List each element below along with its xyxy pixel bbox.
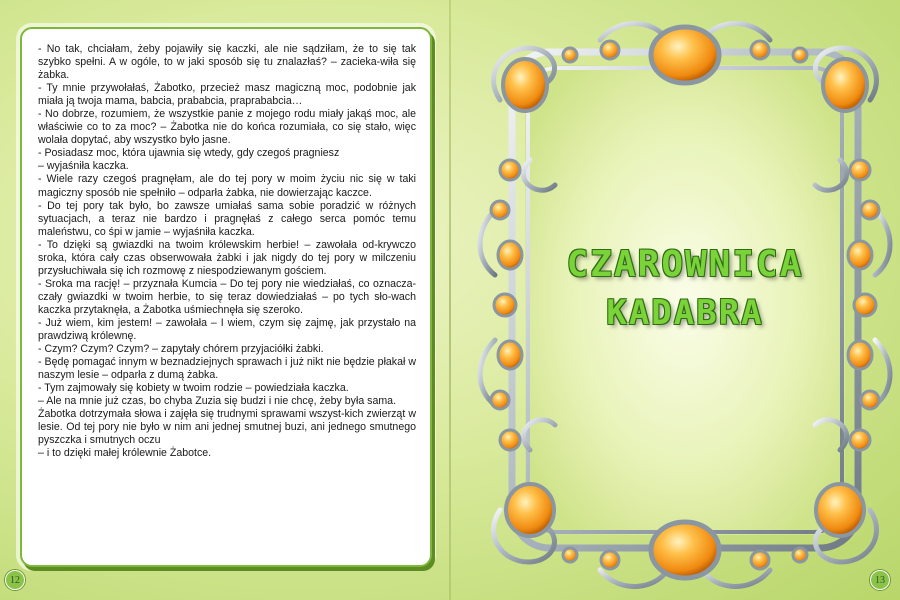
- title-line-2: KADABRA: [606, 293, 764, 333]
- story-paragraph: - Ty mnie przywołałaś, Żabotko, przecież masz magiczną moc, podobnie jak miała ją twoja mama, babcia, prababcia, praprababcia…: [38, 82, 416, 108]
- story-paragraph: - Wiele razy czegoś pragnęłam, ale do tej pory w moim życiu nic się w taki magiczny sposób nie spełniło – odparła żabka, nie dowierzając kaczce.: [38, 173, 416, 199]
- story-text-panel: [20, 27, 432, 567]
- story-paragraph: Żabotka dotrzymała słowa i zajęła się trudnymi sprawami wszyst-kich zwierząt w lesie. Od tej pory nie było w nim ani jednej smutnej buzi, ani jednego smutnego pyszczka i smutnych oczu: [38, 408, 416, 447]
- story-paragraph: - Już wiem, kim jestem! – zawołała – I wiem, czym się zajmę, jak przystało na prawdziwą królewnę.: [38, 316, 416, 343]
- story-paragraph: - Czym? Czym? Czym? – zapytały chórem przyjaciółki żabki.: [38, 343, 324, 356]
- story-paragraph: - Do tej pory tak było, bo zawsze umiałaś sama sobie poradzić w różnych sytuacjach, a teraz nie bardzo i pragnęłaś z całego serca pomóc temu maleństwu, co śpi w jamie – wyjaśniła kaczka.: [38, 199, 416, 238]
- title-line-1: CZAROWNICA: [566, 244, 804, 285]
- story-paragraph: - No tak, chciałam, żeby pojawiły się kaczki, ale nie sądziłam, że to się tak szybko spełni. A w ogóle, to w jaki sposób się tu znalazłaś? – zacieka-wiła się żabka.: [38, 43, 416, 82]
- page-number-right: 13: [870, 570, 890, 590]
- story-paragraph: - Tym zajmowały się kobiety w twoim rodzie – powiedziała kaczka.: [38, 382, 349, 395]
- story-text: [38, 43, 416, 461]
- story-paragraph: - Sroka ma rację! – przyznała Kumcia – Do tej pory nie wiedziałaś, co oznacza-czały gwiazdki w twoim herbie, to się teraz dowiedziałaś – po tych sło-wach kaczka przytaknęła, a Żabotka uśmiechnęła się szeroko.: [38, 277, 416, 316]
- story-paragraph: – i to dzięki małej królewnie Żabotce.: [38, 447, 212, 460]
- title-frame: [470, 10, 900, 600]
- spread-divider: [449, 0, 451, 600]
- story-paragraph: - Posiadasz moc, która ujawnia się wtedy, gdy czegoś pragniesz: [38, 147, 340, 160]
- story-paragraph: – Ale na mnie już czas, bo chyba Zuzia się budzi i nie chcę, żeby była sama.: [38, 395, 397, 408]
- page-number-left: 12: [5, 570, 25, 590]
- story-paragraph: - Będę pomagać innym w beznadziejnych sprawach i już nikt nie będzie płakał w naszym lesie – odparła z dumą żabka.: [38, 356, 416, 382]
- story-paragraph: – wyjaśniła kaczka.: [38, 160, 129, 173]
- story-paragraph: - No dobrze, rozumiem, że wszystkie panie z mojego rodu miały jakąś moc, ale właściwie co to za moc? – Żabotka nie do końca rozumiała, co się stało, więc wolała dopytać, aby wszystko było jasne.: [38, 108, 416, 147]
- story-paragraph: - To dzięki są gwiazdki na twoim królewskim herbie! – zawołała od-krywczo sroka, która cały czas obserwowała żabki i jak nigdy do tej pory w milczeniu przysłuchiwała się ich rozmowę z niespodziewanym gościem.: [38, 238, 416, 277]
